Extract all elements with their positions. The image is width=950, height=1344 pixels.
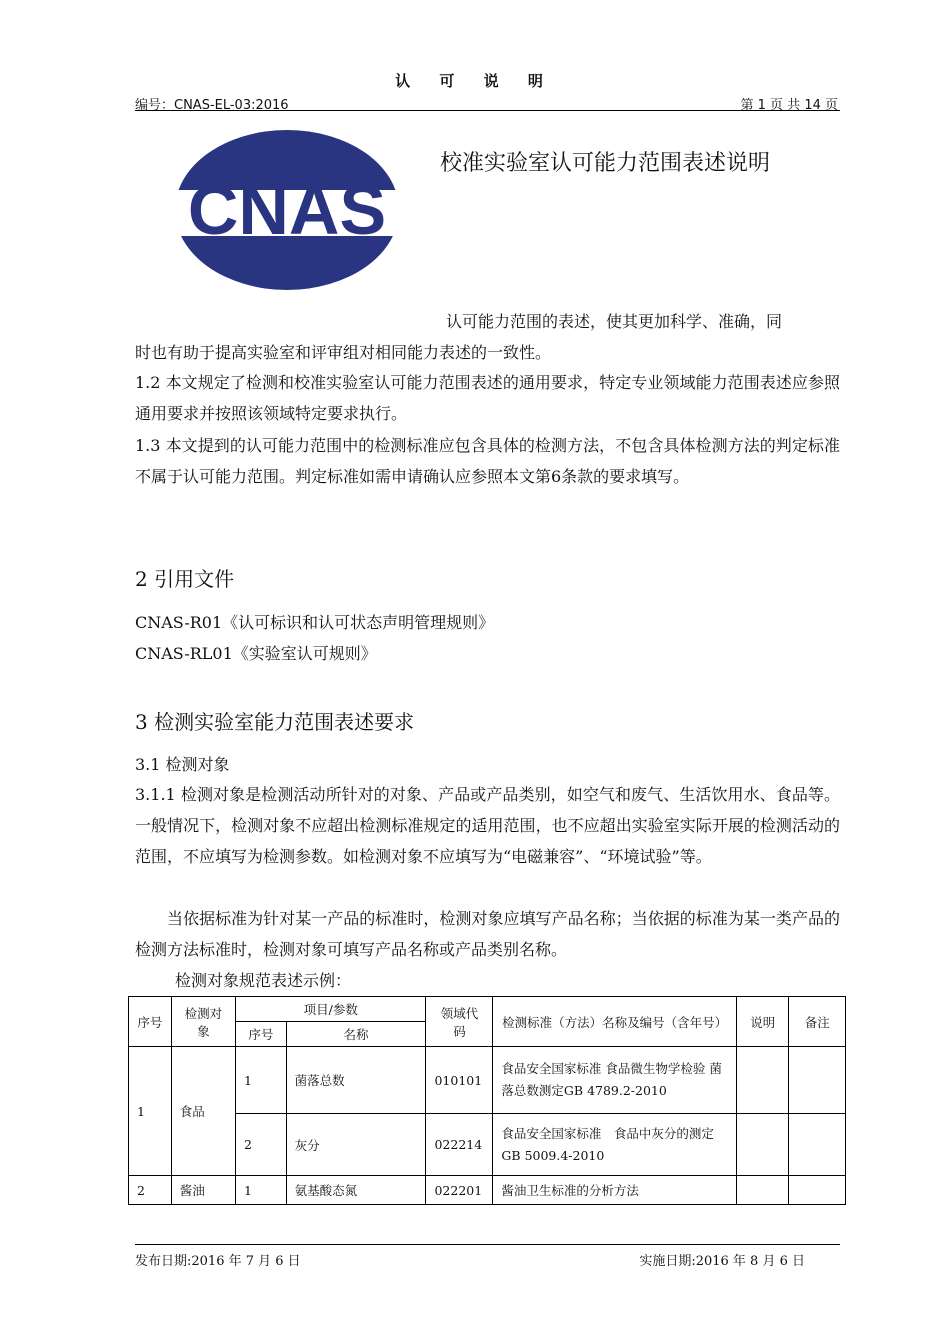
logo-text: CNAS: [187, 171, 387, 249]
table-cell: 2: [236, 1114, 287, 1176]
example-table: [128, 996, 846, 1205]
th-item: 项目/参数: [236, 997, 426, 1022]
table-cell: [736, 1114, 789, 1176]
document-number: 编号：CNAS-EL-03:2016: [135, 98, 289, 113]
th-sub-name: 名称: [286, 1022, 426, 1047]
table-cell: [789, 1047, 846, 1114]
document-type-title: 认 可 说 明: [395, 72, 555, 90]
table-cell: 1: [236, 1047, 287, 1114]
table-cell: 010101: [426, 1047, 493, 1114]
header-rule: [135, 110, 840, 111]
paragraph-1-3: 1.3 本文提到的认可能力范围中的检测标准应包含具体的检测方法，不包含具体检测方法的判定标准不属于认可能力范围。判定标准如需申请确认应参照本文第6条款的要求填写。: [135, 436, 840, 486]
table-cell: [789, 1114, 846, 1176]
th-code: 领域代码: [426, 997, 493, 1047]
th-standard: 检测标准（方法）名称及编号（含年号）: [493, 997, 737, 1047]
table-cell: 酱油卫生标准的分析方法: [493, 1176, 737, 1205]
th-remark: 备注: [789, 997, 846, 1047]
table-cell: [789, 1176, 846, 1205]
issue-date: 发布日期:2016 年 7 月 6 日: [135, 1254, 301, 1269]
paragraph-1-line-1: 认可能力范围的表述，使其更加科学、准确，同: [446, 312, 783, 331]
paragraph-3-1-1: 3.1.1 检测对象是检测活动所针对的对象、产品或产品类别，如空气和废气、生活饮用水、食品等。一般情况下，检测对象不应超出检测标准规定的适用范围，也不应超出实验室实际开展的检测活动的范围，不应填写为检测参数。如检测对象不应填写为“电磁兼容”、“环境试验”等。: [135, 785, 840, 866]
table-cell: 食品安全国家标准 食品微生物学检验 菌落总数测定GB 4789.2-2010: [493, 1047, 737, 1114]
table-cell: 2: [129, 1176, 172, 1205]
table-cell: 1: [236, 1176, 287, 1205]
example-caption: 检测对象规范表述示例：: [175, 971, 352, 990]
table-cell: [736, 1176, 789, 1205]
th-object: 检测对象: [171, 997, 235, 1047]
table-cell: 氨基酸态氮: [286, 1176, 426, 1205]
th-sub-seq: 序号: [236, 1022, 287, 1047]
paragraph-1-2: 1.2 本文规定了检测和校准实验室认可能力范围表述的通用要求，特定专业领域能力范围表述应参照通用要求并按照该领域特定要求执行。: [135, 373, 840, 423]
paragraph-standard-note: 当依据标准为针对某一产品的标准时，检测对象应填写产品名称；当依据的标准为某一类产品的检测方法标准时，检测对象可填写产品名称或产品类别名称。: [135, 909, 840, 959]
th-note: 说明: [736, 997, 789, 1047]
table-cell: 食品: [171, 1047, 235, 1176]
effective-date: 实施日期:2016 年 8 月 6 日: [639, 1254, 805, 1269]
document-title: 校准实验室认可能力范围表述说明: [440, 151, 771, 176]
table-cell: 022214: [426, 1114, 493, 1176]
section-3-heading: 3 检测实验室能力范围表述要求: [135, 710, 415, 734]
table-cell: 酱油: [171, 1176, 235, 1205]
th-seq: 序号: [129, 997, 172, 1047]
section-2-heading: 2 引用文件: [135, 567, 235, 591]
paragraph-1-line-2: 时也有助于提高实验室和评审组对相同能力表述的一致性。: [135, 343, 552, 362]
table-cell: [736, 1047, 789, 1114]
cnas-logo: [160, 128, 415, 293]
table-cell: 022201: [426, 1176, 493, 1205]
table-cell: 菌落总数: [286, 1047, 426, 1114]
page-info: 第 1 页 共 14 页: [740, 98, 838, 113]
reference-1: CNAS-R01《认可标识和认可状态声明管理规则》: [135, 613, 495, 632]
footer-rule: [135, 1244, 840, 1245]
reference-2: CNAS-RL01《实验室认可规则》: [135, 644, 377, 663]
section-3-1-heading: 3.1 检测对象: [135, 755, 230, 774]
table-cell: 食品安全国家标准 食品中灰分的测定GB 5009.4-2010: [493, 1114, 737, 1176]
table-cell: 1: [129, 1047, 172, 1176]
table-cell: 灰分: [286, 1114, 426, 1176]
